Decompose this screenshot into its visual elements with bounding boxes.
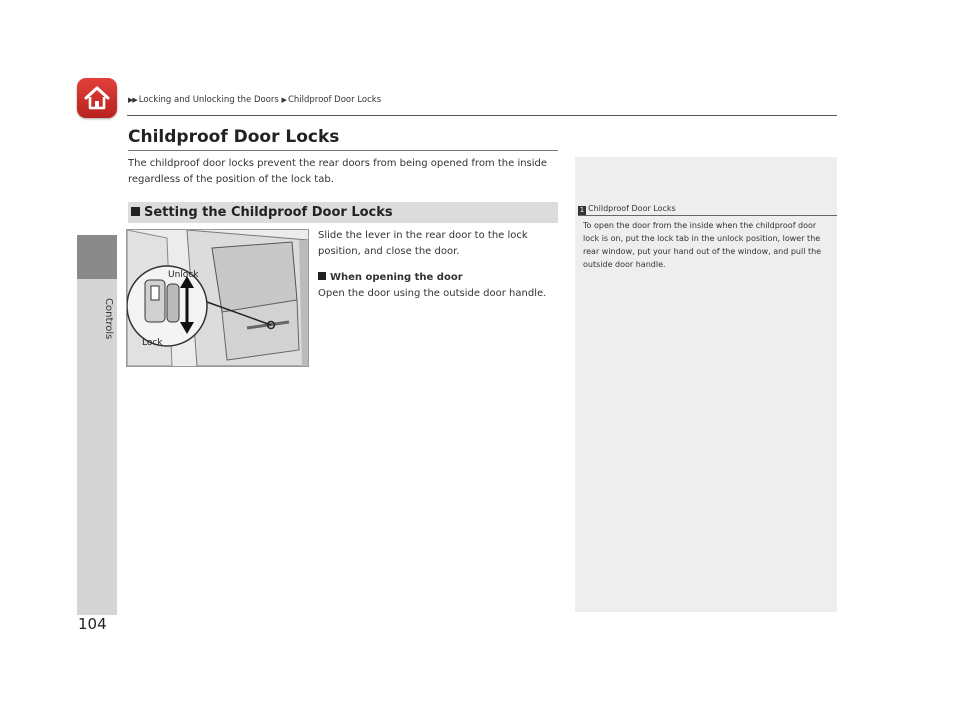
double-arrow-icon: ▶ bbox=[281, 96, 286, 104]
note-body: To open the door from the inside when the childproof door lock is on, put the lock tab in the unlock position, lower the rear window, put your hand out of the window, and pull the outside door handle. bbox=[583, 221, 822, 269]
page-number: 104 bbox=[78, 615, 107, 633]
door-lock-illustration bbox=[126, 229, 309, 367]
subheading-text: When opening the door bbox=[330, 272, 463, 283]
sidebar-active-tab[interactable] bbox=[77, 235, 117, 279]
square-bullet-icon bbox=[131, 207, 140, 216]
note-title: Childproof Door Locks bbox=[588, 204, 676, 213]
title-divider bbox=[128, 150, 558, 151]
double-arrow-icon: ▶▶ bbox=[128, 96, 137, 104]
section-heading bbox=[128, 202, 558, 223]
lock-label: Lock bbox=[142, 338, 163, 348]
instructions bbox=[318, 228, 563, 302]
intro-text: The childproof door locks prevent the rear doors from being opened from the inside regardless of the position of the lock tab. bbox=[128, 158, 548, 185]
home-button[interactable] bbox=[77, 78, 117, 118]
header-divider bbox=[127, 115, 837, 116]
note-marker: 1 bbox=[579, 206, 585, 214]
square-bullet-icon bbox=[318, 272, 326, 280]
section-heading-text: Setting the Childproof Door Locks bbox=[144, 205, 393, 220]
sidebar bbox=[77, 235, 117, 615]
subheading bbox=[318, 270, 563, 286]
breadcrumb bbox=[128, 95, 381, 105]
unlock-label: Unlock bbox=[168, 270, 199, 280]
sidebar-section-label: Controls bbox=[103, 298, 114, 340]
note-divider bbox=[578, 215, 837, 216]
subheading-body: Open the door using the outside door handle. bbox=[318, 288, 547, 299]
breadcrumb-current: Childproof Door Locks bbox=[287, 95, 382, 105]
breadcrumb-parent[interactable]: Locking and Unlocking the Doors bbox=[138, 95, 279, 105]
note-heading bbox=[578, 204, 676, 215]
home-icon bbox=[83, 85, 111, 111]
instruction-text: Slide the lever in the rear door to the lock position, and close the door. bbox=[318, 230, 528, 257]
page-title: Childproof Door Locks bbox=[128, 127, 340, 147]
